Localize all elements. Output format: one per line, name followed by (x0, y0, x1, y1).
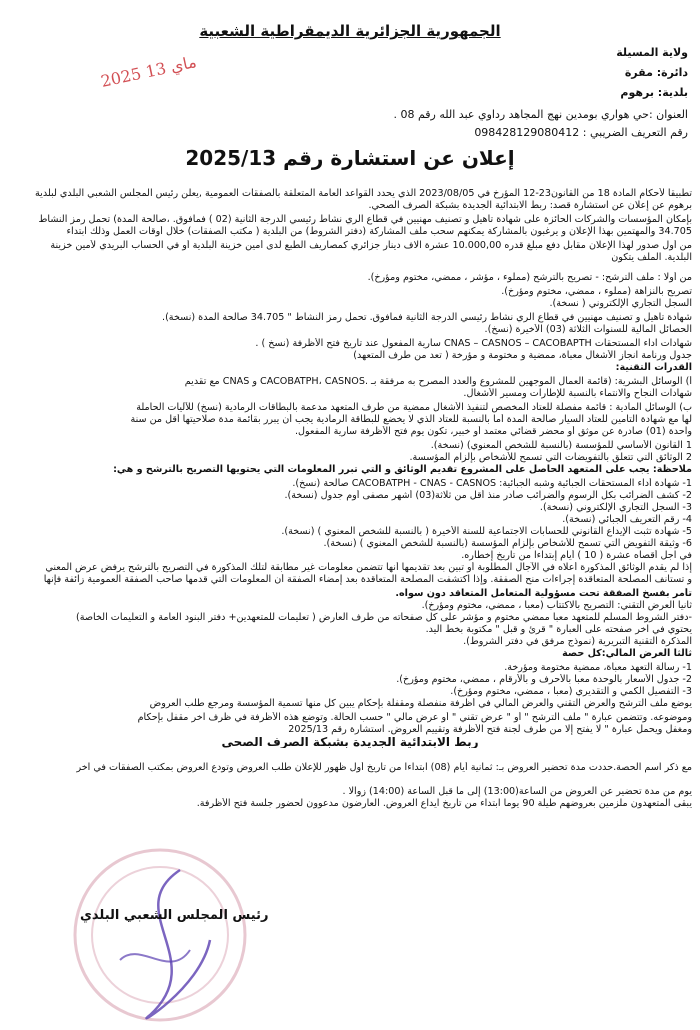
republic-header: الجمهورية الجزائرية الديمقراطية الشعبية (199, 22, 501, 40)
body-line: يحتوي في آخر صفحته على العبارة " قرئ و قبل " مكتوبة بخط اليد. (425, 624, 692, 635)
body-line: من أولا : ملف الترشح: - تصريح بالترشح (مملوء ، مؤشر ، ممضي، مختوم ومؤرخ). (367, 272, 692, 283)
body-line: جدول ورنامة انجاز الأشغال معبأة، ممضية و مختومة و مؤرخة ( تعد من طرف المتعهد) (353, 350, 692, 361)
body-line: البلدية. الملف يتكون (611, 252, 692, 263)
body-line: واحدة (01) صادرة عن موثق أو محضر قضائي معتمد أو خبير، تكون يوم فتح الأظرفة سارية المفعول. (295, 426, 692, 437)
body-line: تأمر بفسخ الصفقة تحت مسؤولية المتعامل المتعاقد دون سواه. (395, 588, 692, 599)
body-line: ربط الابتدائية الجديدة بشبكة الصرف الصحي (221, 736, 479, 748)
announcement-title: إعلان عن استشارة رقم 2025/13 (185, 146, 515, 170)
official-seal-icon (60, 840, 260, 1030)
body-line: شهادات اداء المستحقات CNAS – CASNOS – CACOBAPTH سارية المفعول عند تاريخ فتح الأظرفة (نسخ ) . (255, 338, 692, 349)
body-line: تصريح بالنزاهة (مملوء ، ممضي، مختوم ومؤرخ). (501, 286, 692, 297)
body-line: شهادة تأهيل و تصنيف مهنيين في قطاع الري نشاط رئيسي الدرجة الثانية فمافوق. تحمل رمز النشاط " 34.705 صالحة المدة (نسخة). (162, 312, 692, 323)
body-line: يوم من مدة تحضير عن العروض من الساعة(13:00) إلى ما قبل الساعة (14:00) زوالا . (342, 786, 692, 797)
tax-id-line: رقم التعريف الضريبي : 098428129080412 (474, 126, 688, 139)
commune-line: بلدية: برهوم (620, 86, 688, 99)
body-line: السجل التجاري الإلكتروني ( نسخة). (549, 298, 692, 309)
body-line: 3- السجل التجاري الإلكتروني (نسخة). (539, 502, 692, 513)
body-line: في اجل أقصاه عشرة ( 10 ) أيام إبتداءا من تاريخ إخطاره. (461, 550, 692, 561)
body-line: يوضع ملف الترشح والعرض التقني والعرض المالي في أظرفة منفصلة ومقفلة بإحكام يبين كل منها تسمية المؤسسة ومرجع طلب العروض (149, 698, 692, 709)
body-line: ملاحظة: يجب على المتعهد الحاصل على المشروع تقديم الوثائق و التي تبرر المعلومات التي يحتويها التصريح بالترشح و هي: (113, 464, 692, 475)
body-line: المذكرة التقنية التبريرية (نموذج مرفق في دفتر الشروط). (463, 636, 692, 647)
body-line: 3- التفصيل الكمي و التقديري (معبأ ، ممضي، مختوم ومؤرخ). (450, 686, 692, 697)
date-stamp: 2025 ماي 13 (99, 52, 199, 91)
body-line: 2- جدول الأسعار بالوحدة معبأ بالأحرف و بالأرقام ، ممضي، مختوم ومؤرخ). (396, 674, 692, 685)
body-line: مع ذكر اسم الحصة.حددت مدة تحضير العروض بـ: ثمانية أيام (08) ابتداءا من تاريخ أول ظهور للإعلان طلب العروض وتودع العروض بمكتب الصفقات في آخر (76, 762, 692, 773)
body-line: برهوم عن إعلان عن استشارة قصد: ربط الابتدائية الجديدة بشبكة الصرف الصحي. (368, 200, 692, 211)
body-line: 4- رقم التعريف الجبائي (نسخة). (562, 514, 692, 525)
body-line: وموضوعه. وتتضمن عبارة " ملف الترشح " أو " عرض تقني " أو عرض مالي " حسب الحالة. وتوضع هذه الأظرفة في ظرف آخر مقفل بإحكام (137, 712, 692, 723)
body-line: ومغفل ويحمل عبارة " لا يفتح إلا من طرف لجنة فتح الأظرفة وتقييم العروض. استشارة رقم 2025/13 (288, 724, 692, 735)
body-line: 1- شهادة أداء المستحقات الجبائية وشبه الجبائية: CACOBATPH - CNAS - CASNOS صالحة (نسخ). (292, 478, 692, 489)
body-line: الحصائل المالية للسنوات الثلاثة (03) الأخيرة (نسخ). (484, 324, 692, 335)
body-line: ب) الوسائل المادية : قائمة مفصلة للعتاد المخصص لتنفيذ الأشغال ممضية من طرف المتعهد مدعمة بالبطاقات الرمادية (نسخ) للآليات الحاملة (136, 402, 692, 413)
body-line: شهادات النجاح والانتماء بالنسبة للإطارات ومسير الأشغال. (463, 388, 692, 399)
body-line: إذا لم يقدم الوثائق المذكورة أعلاه في الآجال المطلوبة أو تبين بعد تقديمها أنها تتضمن معلومات غير مطابقة لتلك المذكورة في التصريح بالترشح يرفض عرض المعني (45, 562, 692, 573)
body-line: 34.705 والمهتمين بهذا الإعلان و يرغبون بالمشاركة يمكنهم سحب ملف المشاركة (دفتر الشروط) من البلدية ( مكتب الصفقات) خلال أوقات العمل وذلك ابتداء (66, 226, 692, 237)
body-line: لها مع شهادة التأمين للعتاد السيار صالحة المدة أما بالنسبة للعتاد الذي لا يخضع للبطاقة الرمادية يجب أن يبرر بقائمة مدة صلاحيتها أقل من سنة (130, 414, 692, 425)
body-line: القدرات التقنية: (615, 362, 692, 373)
body-line: 1- رسالة التعهد معبأة، ممضية مختومة ومؤرخة. (504, 662, 692, 673)
body-line: و تستأنف المصلحة المتعاقدة إجراءات منح الصفقة. وإذا اكتشفت المصلحة المتعاقدة بعد إمضاء الصفقة أن المعلومات التي قدمها صاحب الصفقة العمومية زائفة فإنها (43, 574, 692, 585)
body-line: 1 القانون الأساسي للمؤسسة (بالنسبة للشخص المعنوي) (نسخة). (430, 440, 692, 451)
body-line: تطبيقا لأحكام المادة 18 من القانون23-12 المؤرخ في 2023/08/05 الذي يحدد القواعد العامة المتعلقة بالصفقات العمومية ,يعلن رئيس المجلس الشعبي البلدي لبلدية (35, 188, 692, 199)
body-line: ثانيا العرض التقني: التصريح بالاكتتاب (معبأ ، ممضي، مختوم ومؤرخ). (421, 600, 692, 611)
wilaya-line: ولاية المسيلة (616, 46, 688, 59)
daira-line: دائرة: مقرة (624, 66, 688, 79)
body-line: بإمكان المؤسسات والشركات الحائزة على شهادة تأهيل و تصنيف مهنيين في قطاع الري نشاط رئيسي الدرجة الثانية (02 ) فمافوق. ،صالحة المدة) تحمل رمز النشاط (38, 214, 692, 225)
body-line: 5- شهادة تثبت الإيداع القانوني للحسابات الاجتماعية للسنة الأخيرة ( بالنسبة للشخص المعنوي ) (نسخة). (281, 526, 692, 537)
body-line: 2 الوثائق التي تتعلق بالتفويضات التي تسمح للأشخاص بإلزام المؤسسة. (409, 452, 692, 463)
address-line: العنوان :حي هواري بومدين نهج المجاهد رداوي عبد الله رقم 08 . (393, 108, 688, 121)
body-line: أ) الوسائل البشرية: (قائمة العمال الموجهين للمشروع والعدد المصرح به مرفقة بـ .CACOBATPH، CASNOS و CNAS مع تقديم (184, 376, 692, 387)
body-line: -دفتر الشروط المسلم للمتعهد معبأ ممضي مختوم و مؤشر على كل صفحاته من طرف العارض ( تعليمات للمتعهدين+ دفتر البنود العامة و التعليمات الخاصة) (76, 612, 692, 623)
body-line: يبقى المتعهدون ملزمين بعروضهم طيلة 90 يوما ابتداء من تاريخ ايداع العروض. العارضون مدعوون لحضور جلسة فتح الأظرفة. (196, 798, 692, 809)
signatory-title: رئيس المجلس الشعبي البلدي (80, 908, 269, 923)
body-line: ثالثا العرض المالي:كل حصة (562, 648, 692, 659)
body-line: 2- كشف الضرائب بكل الرسوم والضرائب صادر منذ أقل من ثلاثة(03) أشهر مصفى أوم جدول (نسخة). (284, 490, 692, 501)
body-line: 6- وثيقة التفويض التي تسمح للأشخاص بإلزام المؤسسة (بالنسبة للشخص المعنوي ) (نسخة). (323, 538, 692, 549)
body-line: من أول صدور لهذا الإعلان مقابل دفع مبلغ قدره 10.000,00 عشرة الاف دينار جزائري كمصاريف الطبع لدى أمين خزينة البلدية أو في الحساب البريدي لأمين خزينة (50, 240, 692, 251)
